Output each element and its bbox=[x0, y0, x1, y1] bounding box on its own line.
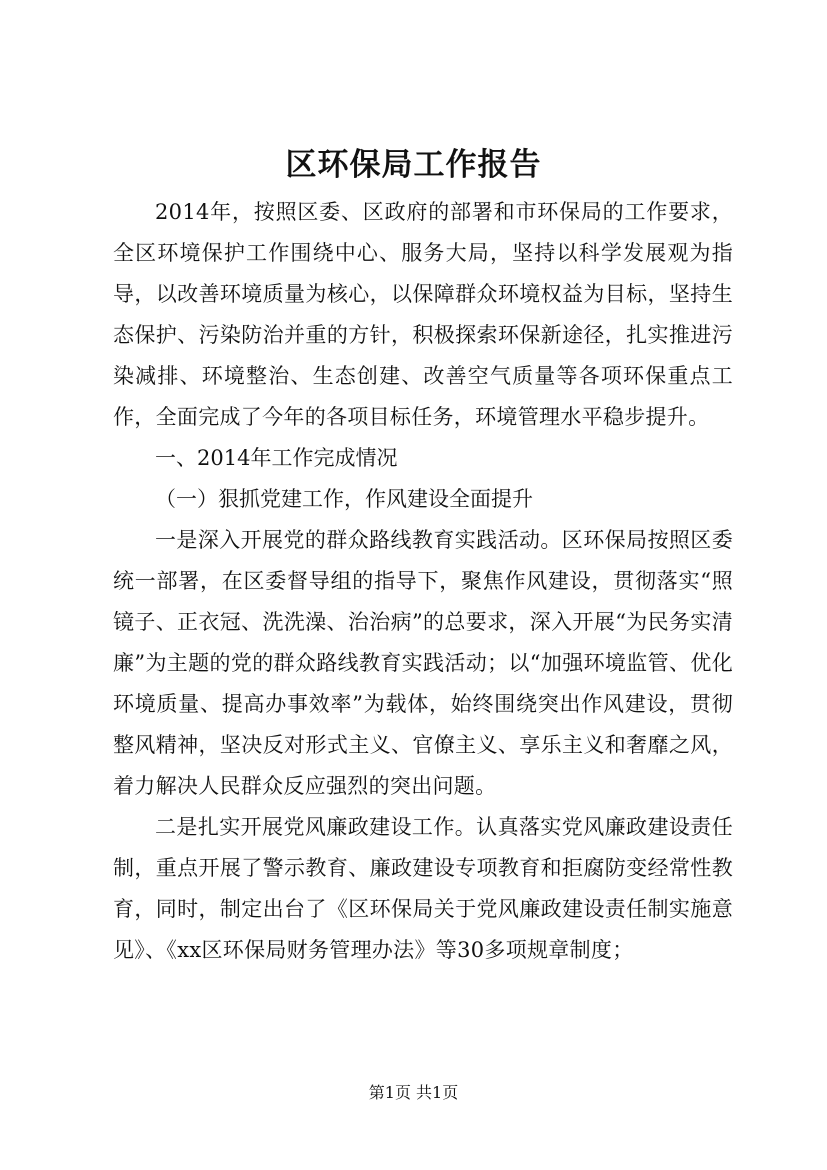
page-footer: 第1页 共1页 bbox=[368, 1083, 459, 1102]
body-paragraph: 二是扎实开展党风廉政建设工作。认真落实党风廉政建设责任制，重点开展了警示教育、廉政建设专项教育和拒腐防变经常性教育，同时，制定出台了《区环保局关于党风廉政建设责任制实施意见》、《xx区环保局财务管理办法》等30多项规章制度； bbox=[113, 815, 733, 962]
document-title: 区环保局工作报告 bbox=[285, 147, 542, 183]
subsection-heading: （一）狠抓党建工作，作风建设全面提升 bbox=[155, 487, 533, 511]
section-heading: 一、2014年工作完成情况 bbox=[155, 446, 398, 470]
intro-paragraph: 2014年，按照区委、区政府的部署和市环保局的工作要求，全区环境保护工作围绕中心、服务大局，坚持以科学发展观为指导，以改善环境质量为核心，以保障群众环境权益为目标，坚持生态保护、污染防治并重的方针，积极探索环保新途径，扎实推进污染减排、环境整治、生态创建、改善空气质量等各项环保重点工作，全面完成了今年的各项目标任务，环境管理水平稳步提升。 bbox=[113, 200, 733, 429]
document-body bbox=[113, 192, 733, 971]
body-paragraph: 一是深入开展党的群众路线教育实践活动。区环保局按照区委统一部署，在区委督导组的指导下，聚焦作风建设，贯彻落实“照镜子、正衣冠、洗洗澡、治治病”的总要求，深入开展“为民务实清廉”为主题的党的群众路线教育实践活动；以“加强环境监管、优化环境质量、提高办事效率”为载体，始终围绕突出作风建设，贯彻整风精神，坚决反对形式主义、官僚主义、享乐主义和奢靡之风，着力解决人民群众反应强烈的突出问题。 bbox=[113, 528, 733, 798]
